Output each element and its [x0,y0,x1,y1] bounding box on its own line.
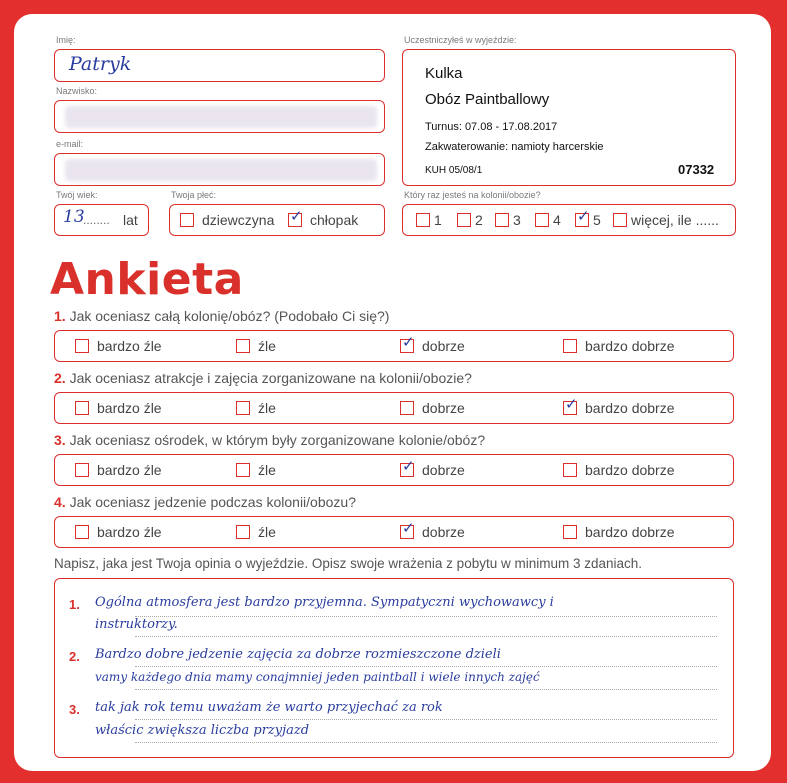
age-dots: ........ [83,213,110,227]
trip-info-box [402,49,736,186]
answer-number-2: 2. [69,649,80,664]
writing-line [135,666,717,667]
answer-number-3: 3. [69,702,80,717]
question-2 [54,370,472,386]
surname-label: Nazwisko: [56,86,98,96]
visits-option-more: więcej, ile ...... [631,212,719,228]
question-number: 4. [54,494,66,510]
checkmark-icon: ✓ [577,207,590,225]
q4-checkbox-good[interactable] [400,519,415,539]
q3-option-very-good: bardzo dobrze [585,462,675,478]
gender-field [169,204,385,236]
answer-line: tak jak rok temu uważam że warto przyjechać za rok [95,700,443,715]
visits-checkbox-1[interactable] [416,213,430,227]
email-field[interactable] [54,153,385,186]
writing-line [135,689,717,690]
q1-checkbox-good[interactable] [400,333,415,353]
visits-option-3: 3 [513,212,521,228]
q3-checkbox-very-bad[interactable] [75,463,89,477]
age-value: 13 [63,207,85,227]
opinion-box[interactable] [54,578,734,758]
name-field[interactable] [54,49,385,82]
answer-line: właścic zwiększa liczba przyjazd [95,723,310,738]
q3-option-bad: źle [258,462,276,478]
visits-option-1: 1 [434,212,442,228]
question-number: 2. [54,370,66,386]
trip-lodging: Zakwaterowanie: namioty harcerskie [425,141,604,153]
answer-row-1 [54,330,734,362]
trip-company: Kulka [425,65,463,82]
q4-checkbox-bad[interactable] [236,525,250,539]
answer-row-3 [54,454,734,486]
question-3 [54,432,485,448]
visits-field [402,204,736,236]
q2-option-good: dobrze [422,400,465,416]
name-label: Imię: [56,35,76,45]
q3-checkbox-bad[interactable] [236,463,250,477]
trip-code: KUH 05/08/1 [425,165,483,176]
q4-checkbox-very-good[interactable] [563,525,577,539]
q1-option-very-good: bardzo dobrze [585,338,675,354]
trip-turnus: Turnus: 07.08 - 17.08.2017 [425,121,558,133]
checkmark-icon: ✓ [402,519,415,537]
q2-option-very-bad: bardzo źle [97,400,162,416]
q1-checkbox-very-good[interactable] [563,339,577,353]
surname-field[interactable] [54,100,385,133]
writing-line [135,616,717,617]
q1-checkbox-very-bad[interactable] [75,339,89,353]
answer-row-2 [54,392,734,424]
visits-checkbox-2[interactable] [457,213,471,227]
visits-checkbox-4[interactable] [535,213,549,227]
q4-option-very-bad: bardzo źle [97,524,162,540]
survey-sheet [14,14,771,771]
name-value: Patryk [69,53,132,75]
question-text: Jak oceniasz ośrodek, w którym były zorganizowane kolonie/obóz? [69,432,486,448]
survey-title: Ankieta [50,254,244,305]
q3-checkbox-very-good[interactable] [563,463,577,477]
question-1 [54,308,389,324]
q1-option-bad: źle [258,338,276,354]
writing-line [135,742,717,743]
visits-option-4: 4 [553,212,561,228]
gender-checkbox-boy[interactable] [288,207,303,227]
q1-option-good: dobrze [422,338,465,354]
q4-checkbox-very-bad[interactable] [75,525,89,539]
visits-option-2: 2 [475,212,483,228]
q1-checkbox-bad[interactable] [236,339,250,353]
visits-option-5: 5 [593,212,601,228]
q2-checkbox-bad[interactable] [236,401,250,415]
writing-line [135,719,717,720]
answer-line: Ogólna atmosfera jest bardzo przyjemna. Sympatyczni wychowawcy i [95,595,554,610]
gender-option-girl: dziewczyna [202,212,275,228]
gender-checkbox-girl[interactable] [180,213,194,227]
age-unit: lat [123,212,138,228]
checkmark-icon: ✓ [565,395,578,413]
q4-option-bad: źle [258,524,276,540]
trip-number: 07332 [678,162,715,177]
trip-camp: Obóz Paintballowy [425,91,550,108]
visits-checkbox-3[interactable] [495,213,509,227]
answer-number-1: 1. [69,597,80,612]
q2-checkbox-very-good[interactable] [563,395,578,415]
answer-line: instruktorzy. [95,617,178,632]
q3-option-very-bad: bardzo źle [97,462,162,478]
question-text: Jak oceniasz całą kolonię/obóz? (Podobało Ci się?) [69,308,390,324]
answer-line: vamy każdego dnia mamy conajmniej jeden paintball i wiele innych zajęć [95,670,540,684]
opinion-prompt: Napisz, jaka jest Twoja opinia o wyjeździe. Opisz swoje wrażenia z pobytu w minimum 3 zdaniach. [54,556,643,571]
answer-row-4 [54,516,734,548]
email-label: e-mail: [56,139,84,149]
age-label: Twój wiek: [56,190,98,200]
visits-checkbox-more[interactable] [613,213,627,227]
q4-option-very-good: bardzo dobrze [585,524,675,540]
trip-label: Uczestniczyłeś w wyjeździe: [404,35,517,45]
writing-line [135,636,717,637]
q1-option-very-bad: bardzo źle [97,338,162,354]
q2-checkbox-good[interactable] [400,401,414,415]
redacted-email [65,159,377,181]
gender-option-boy: chłopak [310,212,359,228]
question-number: 1. [54,308,66,324]
visits-checkbox-5[interactable] [575,207,590,227]
checkmark-icon: ✓ [402,333,415,351]
answer-line: Bardzo dobre jedzenie zajęcia za dobrze rozmieszczone dzieli [95,647,501,662]
question-number: 3. [54,432,66,448]
question-text: Jak oceniasz atrakcje i zajęcia zorganizowane na kolonii/obozie? [69,370,472,386]
question-4 [54,494,356,510]
q2-option-bad: źle [258,400,276,416]
visits-label: Który raz jesteś na kolonii/obozie? [404,190,541,200]
checkmark-icon: ✓ [402,457,415,475]
age-field[interactable] [54,204,149,236]
question-text: Jak oceniasz jedzenie podczas kolonii/obozu? [69,494,356,510]
redacted-surname [65,106,377,128]
q2-checkbox-very-bad[interactable] [75,401,89,415]
q3-option-good: dobrze [422,462,465,478]
checkmark-icon: ✓ [290,207,303,225]
q2-option-very-good: bardzo dobrze [585,400,675,416]
q4-option-good: dobrze [422,524,465,540]
gender-label: Twoja płeć: [171,190,217,200]
q3-checkbox-good[interactable] [400,457,415,477]
